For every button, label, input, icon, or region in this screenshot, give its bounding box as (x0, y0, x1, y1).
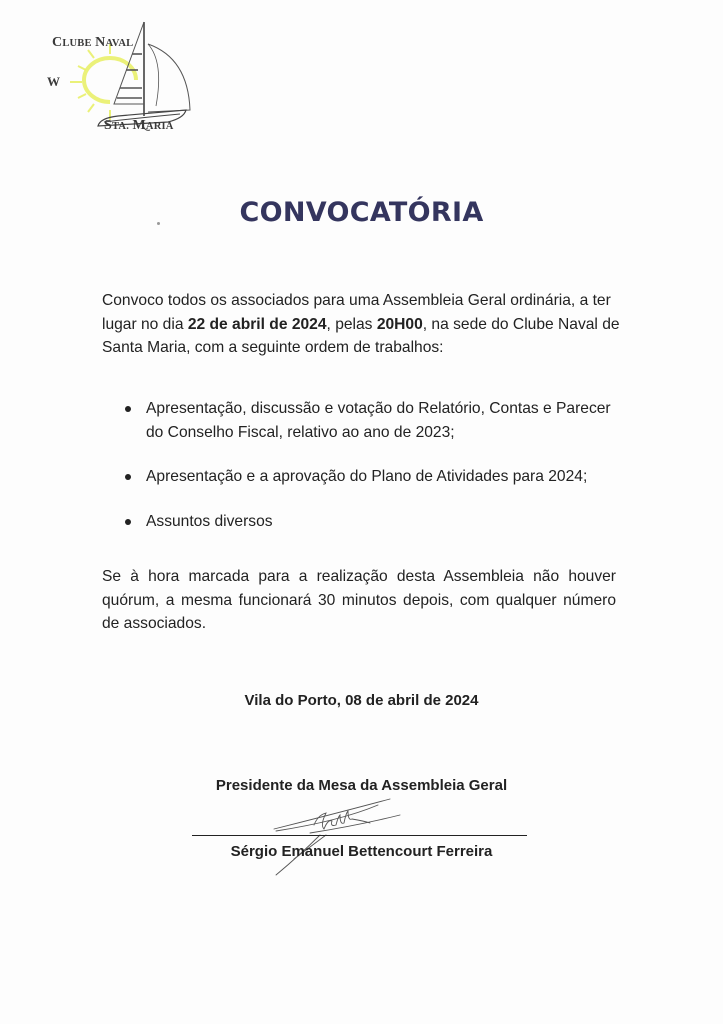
signature-line (192, 835, 527, 836)
logo-compass-west: W (47, 74, 61, 89)
meeting-date: 22 de abril de 2024 (187, 315, 327, 333)
intro-line-1: Convoco todos os associados para uma Assembleia Geral ordinária, a ter (102, 292, 611, 309)
bullet-icon (125, 519, 131, 525)
bullet-icon (125, 474, 131, 480)
quorum-line-1: Se à hora marcada para a realização desta Assembleia não houver (102, 568, 616, 585)
quorum-line-3: de associados. (102, 615, 207, 632)
agenda-list (125, 397, 625, 554)
agenda-item: Apresentação e a aprovação do Plano de Atividades para 2024; (125, 465, 625, 489)
intro-paragraph (102, 289, 620, 360)
signatory-role: Presidente da Mesa da Assembleia Geral (215, 777, 508, 794)
intro-line-2: lugar no dia 22 de abril de 2024, pelas 20H00, na sede do Clube Naval de (102, 315, 620, 333)
document-title: CONVOCATÓRIA (239, 197, 484, 228)
handwritten-signature (240, 785, 440, 880)
logo-location: STA. MARIA (104, 118, 174, 133)
quorum-paragraph (102, 565, 616, 636)
logo-club-name: CLUBE NAVAL (52, 35, 134, 50)
bullet-icon (125, 406, 131, 412)
place-date: Vila do Porto, 08 de abril de 2024 (244, 692, 479, 709)
meeting-time: 20H00 (376, 315, 423, 333)
club-logo (38, 18, 198, 136)
agenda-item: Assuntos diversos (125, 510, 625, 534)
agenda-item: Apresentação, discussão e votação do Relatório, Contas e Parecer do Conselho Fiscal, relativo ao ano de 2023; (125, 397, 625, 444)
signatory-name: Sérgio Emanuel Bettencourt Ferreira (230, 843, 493, 860)
intro-line-3: Santa Maria, com a seguinte ordem de trabalhos: (102, 339, 444, 356)
quorum-line-2: quórum, a mesma funcionará 30 minutos depois, com qualquer número (102, 591, 616, 609)
